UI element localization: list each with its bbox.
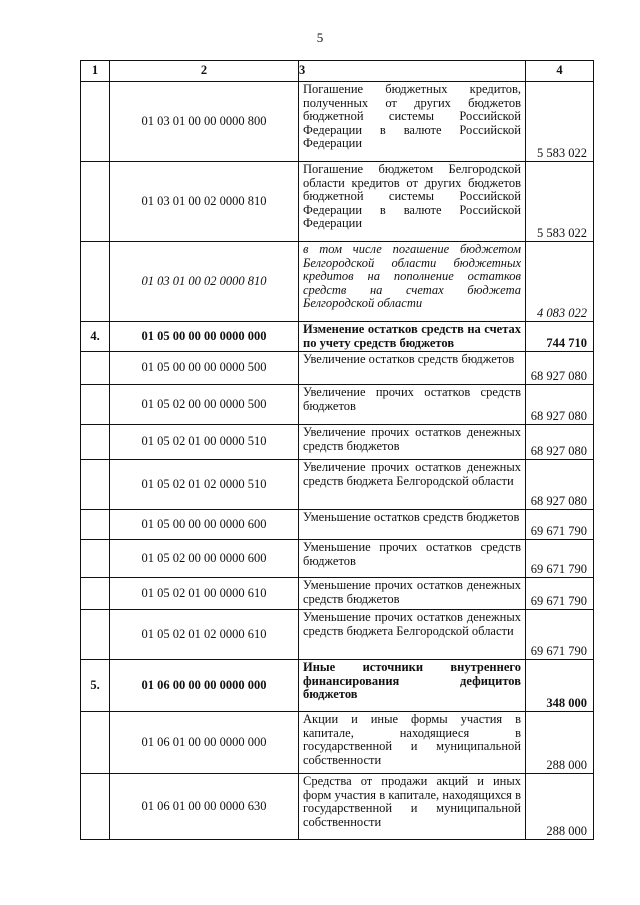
budget-code: 01 05 00 00 00 0000 000 [110,322,299,352]
budget-code: 01 03 01 00 02 0000 810 [110,162,299,242]
table-row [81,82,594,162]
table-row [81,162,594,242]
row-amount: 5 583 022 [526,82,594,162]
row-amount: 348 000 [526,660,594,712]
row-amount: 744 710 [526,322,594,352]
row-amount: 288 000 [526,712,594,774]
row-description: Уменьшение прочих остатков денежных средств бюджетов [299,578,526,610]
budget-code: 01 05 02 01 00 0000 510 [110,425,299,460]
row-description: Уменьшение прочих остатков средств бюджетов [299,540,526,578]
row-number [81,460,110,510]
table-row [81,322,594,352]
table-row [81,242,594,322]
row-amount: 68 927 080 [526,425,594,460]
row-description: Погашение бюджетных кредитов, полученных от других бюджетов бюджетной системы Российской Федерации в валюте Российской Федерации [299,82,526,162]
table-row [81,712,594,774]
row-amount: 69 671 790 [526,578,594,610]
row-number [81,712,110,774]
budget-code: 01 03 01 00 00 0000 800 [110,82,299,162]
row-description: Уменьшение остатков средств бюджетов [299,510,526,540]
page-number: 5 [316,30,324,45]
row-amount: 69 671 790 [526,610,594,660]
row-amount: 68 927 080 [526,352,594,385]
row-number: 5. [81,660,110,712]
row-description: Увеличение остатков средств бюджетов [299,352,526,385]
table-row [81,774,594,840]
row-description: Средства от продажи акций и иных форм участия в капитале, находящихся в государственной и муниципальной собственности [299,774,526,840]
header-col-4: 4 [526,61,594,82]
budget-code: 01 05 02 01 02 0000 510 [110,460,299,510]
row-number [81,242,110,322]
row-number [81,774,110,840]
row-number [81,82,110,162]
header-col-2: 2 [110,61,299,82]
row-number [81,425,110,460]
table-row [81,578,594,610]
budget-code: 01 03 01 00 02 0000 810 [110,242,299,322]
row-number [81,610,110,660]
row-description: Увеличение прочих остатков средств бюджетов [299,385,526,425]
row-description: Иные источники внутреннего финансирования дефицитов бюджетов [299,660,526,712]
table-row [81,660,594,712]
row-description: Увеличение прочих остатков денежных средств бюджетов [299,425,526,460]
table-row [81,540,594,578]
row-amount: 68 927 080 [526,460,594,510]
row-number [81,578,110,610]
row-amount: 5 583 022 [526,162,594,242]
row-description: Акции и иные формы участия в капитале, находящиеся в государственной и муниципальной собственности [299,712,526,774]
row-description: Изменение остатков средств на счетах по учету средств бюджетов [299,322,526,352]
budget-code: 01 06 01 00 00 0000 000 [110,712,299,774]
table-row [81,352,594,385]
row-number [81,540,110,578]
budget-code: 01 05 02 00 00 0000 600 [110,540,299,578]
row-number [81,510,110,540]
row-description: в том числе погашение бюджетом Белгородской области бюджетных кредитов на пополнение остатков средств на счетах бюджета Белгородской области [299,242,526,322]
budget-code: 01 05 00 00 00 0000 600 [110,510,299,540]
table-header-row [81,61,594,82]
row-amount: 69 671 790 [526,510,594,540]
table-row [81,425,594,460]
row-number: 4. [81,322,110,352]
budget-code: 01 05 02 00 00 0000 500 [110,385,299,425]
row-description: Увеличение прочих остатков денежных средств бюджета Белгородской области [299,460,526,510]
header-col-3: 3 [299,61,526,82]
row-number [81,352,110,385]
budget-code: 01 05 02 01 00 0000 610 [110,578,299,610]
budget-sources-table [80,60,594,840]
table-row [81,460,594,510]
table-row [81,510,594,540]
budget-code: 01 06 01 00 00 0000 630 [110,774,299,840]
budget-code: 01 06 00 00 00 0000 000 [110,660,299,712]
row-description: Уменьшение прочих остатков денежных средств бюджета Белгородской области [299,610,526,660]
budget-code: 01 05 02 01 02 0000 610 [110,610,299,660]
row-number [81,162,110,242]
header-col-1: 1 [81,61,110,82]
row-amount: 288 000 [526,774,594,840]
table-body [81,61,594,840]
row-number [81,385,110,425]
row-amount: 68 927 080 [526,385,594,425]
table-row [81,610,594,660]
row-amount: 69 671 790 [526,540,594,578]
table-row [81,385,594,425]
row-description: Погашение бюджетом Белгородской области кредитов от других бюджетов бюджетной системы Российской Федерации в валюте Российской Федерации [299,162,526,242]
row-amount: 4 083 022 [526,242,594,322]
budget-code: 01 05 00 00 00 0000 500 [110,352,299,385]
